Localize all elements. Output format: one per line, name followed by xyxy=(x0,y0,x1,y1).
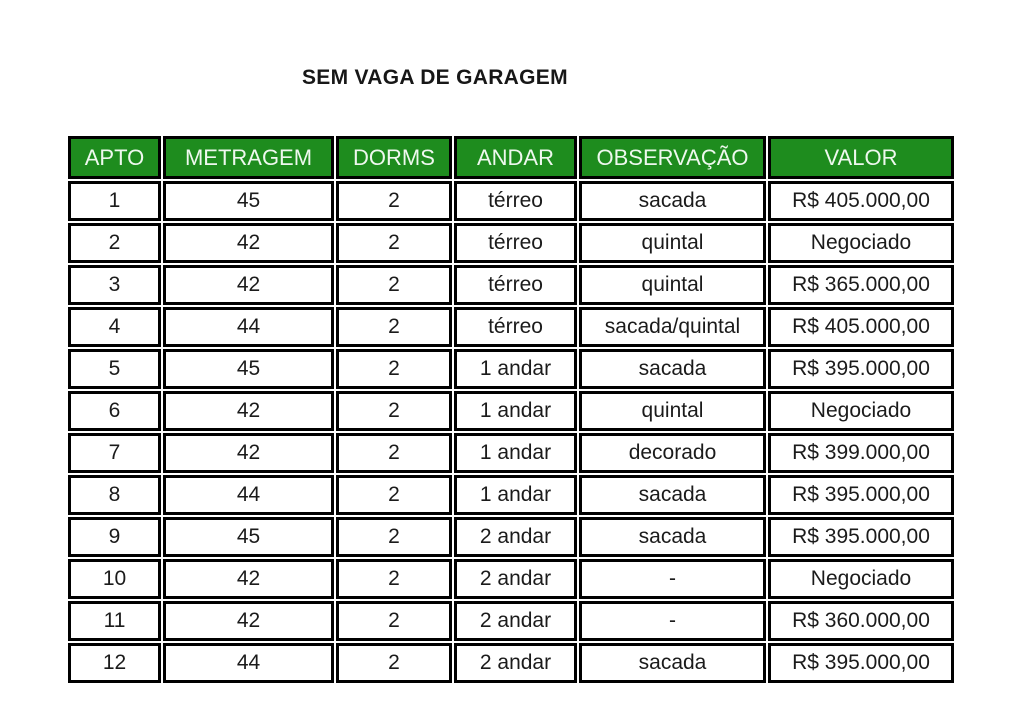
table-cell: 2 xyxy=(336,307,452,347)
table-cell: 1 andar xyxy=(454,433,577,473)
table-cell: 2 andar xyxy=(454,601,577,641)
table-cell: 42 xyxy=(163,559,334,599)
table-row xyxy=(68,517,954,557)
table-row xyxy=(68,223,954,263)
table-cell: decorado xyxy=(579,433,766,473)
table-cell: 42 xyxy=(163,223,334,263)
table-cell: 2 andar xyxy=(454,559,577,599)
table-cell: sacada xyxy=(579,475,766,515)
column-header-observacao: OBSERVAÇÃO xyxy=(579,136,766,179)
table-cell: 2 xyxy=(336,475,452,515)
table-cell: 42 xyxy=(163,601,334,641)
table-cell: R$ 405.000,00 xyxy=(768,307,954,347)
table-cell: 12 xyxy=(68,643,161,683)
table-cell: 45 xyxy=(163,181,334,221)
apartments-table xyxy=(66,134,956,685)
table-cell: Negociado xyxy=(768,223,954,263)
table-row xyxy=(68,475,954,515)
table-row xyxy=(68,349,954,389)
table-cell: R$ 365.000,00 xyxy=(768,265,954,305)
table-cell: R$ 399.000,00 xyxy=(768,433,954,473)
table-cell: 45 xyxy=(163,517,334,557)
table-cell: 2 xyxy=(336,181,452,221)
column-header-metragem: METRAGEM xyxy=(163,136,334,179)
table-body xyxy=(68,181,954,683)
table-cell: térreo xyxy=(454,181,577,221)
table-cell: 11 xyxy=(68,601,161,641)
table-cell: 2 xyxy=(336,601,452,641)
table-cell: 45 xyxy=(163,349,334,389)
table-cell: R$ 395.000,00 xyxy=(768,643,954,683)
table-cell: R$ 360.000,00 xyxy=(768,601,954,641)
table-cell: 9 xyxy=(68,517,161,557)
table-cell: 7 xyxy=(68,433,161,473)
table-cell: 2 xyxy=(336,223,452,263)
table-cell: 1 andar xyxy=(454,349,577,389)
table-cell: 42 xyxy=(163,265,334,305)
table-cell: 42 xyxy=(163,433,334,473)
table-row xyxy=(68,391,954,431)
table-cell: 44 xyxy=(163,643,334,683)
table-cell: 2 andar xyxy=(454,643,577,683)
table-row xyxy=(68,601,954,641)
table-cell: - xyxy=(579,559,766,599)
table-row xyxy=(68,307,954,347)
table-cell: - xyxy=(579,601,766,641)
column-header-dorms: DORMS xyxy=(336,136,452,179)
table-cell: 4 xyxy=(68,307,161,347)
table-cell: térreo xyxy=(454,223,577,263)
table-cell: 44 xyxy=(163,475,334,515)
table-row xyxy=(68,265,954,305)
table-cell: 2 andar xyxy=(454,517,577,557)
table-cell: 42 xyxy=(163,391,334,431)
table-cell: 2 xyxy=(336,559,452,599)
table-cell: 44 xyxy=(163,307,334,347)
table-cell: 3 xyxy=(68,265,161,305)
table-cell: 2 xyxy=(336,517,452,557)
table-cell: quintal xyxy=(579,391,766,431)
column-header-valor: VALOR xyxy=(768,136,954,179)
column-header-andar: ANDAR xyxy=(454,136,577,179)
table-cell: Negociado xyxy=(768,391,954,431)
table-cell: 1 xyxy=(68,181,161,221)
table-cell: quintal xyxy=(579,223,766,263)
table-cell: R$ 405.000,00 xyxy=(768,181,954,221)
table-cell: R$ 395.000,00 xyxy=(768,349,954,389)
table-cell: sacada/quintal xyxy=(579,307,766,347)
table-row xyxy=(68,181,954,221)
table-cell: 6 xyxy=(68,391,161,431)
table-row xyxy=(68,433,954,473)
table-cell: térreo xyxy=(454,265,577,305)
table-row xyxy=(68,643,954,683)
table-cell: 2 xyxy=(336,391,452,431)
table-cell: 2 xyxy=(68,223,161,263)
table-cell: 10 xyxy=(68,559,161,599)
table-cell: sacada xyxy=(579,643,766,683)
table-cell: sacada xyxy=(579,517,766,557)
table-cell: quintal xyxy=(579,265,766,305)
table-header-row xyxy=(68,136,954,179)
table-cell: 5 xyxy=(68,349,161,389)
table-cell: sacada xyxy=(579,349,766,389)
table-cell: 8 xyxy=(68,475,161,515)
page-title: SEM VAGA DE GARAGEM xyxy=(302,66,568,89)
table-cell: 1 andar xyxy=(454,391,577,431)
table-cell: sacada xyxy=(579,181,766,221)
table-cell: 1 andar xyxy=(454,475,577,515)
table-cell: Negociado xyxy=(768,559,954,599)
table-cell: R$ 395.000,00 xyxy=(768,517,954,557)
column-header-apto: APTO xyxy=(68,136,161,179)
table-cell: 2 xyxy=(336,265,452,305)
table-cell: 2 xyxy=(336,433,452,473)
table-cell: R$ 395.000,00 xyxy=(768,475,954,515)
table-cell: térreo xyxy=(454,307,577,347)
table-cell: 2 xyxy=(336,349,452,389)
table-cell: 2 xyxy=(336,643,452,683)
table-row xyxy=(68,559,954,599)
